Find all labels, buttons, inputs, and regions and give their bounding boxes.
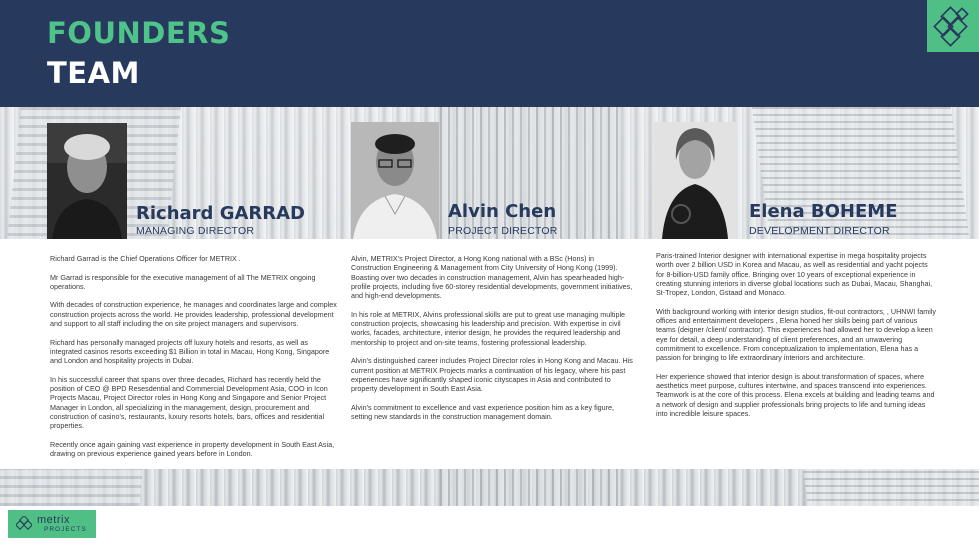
bio-paragraph: Her experience showed that interior design is about transformation of spaces, where aesthetics meet purpose, cultures intertwine, and spaces transcend into experiences. Teamwork is at the core of this process. Elena excels at building and leading teams and a network of design and supplier professionals bring projects to life and turning ideas into incredible leisure spaces.: [656, 371, 935, 419]
metrix-mark-icon: [16, 516, 32, 532]
page-title-line2: TEAM: [47, 56, 140, 90]
founder-name-elena: Elena BOHEME: [749, 201, 898, 222]
footer-logo: [8, 510, 96, 538]
bio-paragraph: With background working with interior design studios, fit-out contractors, , UHNWI family offices and entertainment developers , Elena honed her skills being part of various teams (deigner /client/ contractor). This experiences had allowed her to develop a keen eye for detail, a deep understanding of client preferences, and an unwavering commitment to excellence. From conceptualization to implementation, Elena has a passion for bringing to life extraordinary interiors and architecture.: [656, 306, 937, 363]
bio-paragraph: Mr Garrad is responsible for the executive management of all The METRIX ongoing operations.: [50, 272, 316, 291]
header-band: [0, 0, 979, 107]
bio-paragraph: In his role at METRIX, Alvins professional skills are put to great use managing multiple construction projects, showcasing his leadership and precision. With expertise in civil works, facades, architecture, interior design, he provides the required leadership and mentorship to project and on-site teams, fostering professional leadership.: [351, 309, 626, 347]
bio-paragraph: Recently once again gaining vast experience in property development in South East Asia, drawing on previous experience gained years before in London.: [50, 439, 335, 459]
bio-paragraph: Richard has personally managed projects off luxury hotels and resorts, as well as integrated casinos resorts exceeding $1 Billion in total in Macau, Hong Kong, Singapore and London and hospitality projects in Dubai.: [50, 337, 330, 366]
bio-paragraph: Alvin's commitment to excellence and vast experience position him as a key figure, setting new standards in the construction management domain.: [351, 402, 615, 422]
founder-role-richard: MANAGING DIRECTOR: [136, 225, 255, 237]
bio-paragraph: Paris-trained Interior designer with international expertise in mega hospitality projects worth over 2 billion USD in Korea and Macau, as well as residential and yacht pojects for 8-billion-USD family office. Bringing over 10 years of exceptional experience in creating stunning interiors in diverse global locations such as Dubai, Macau, Shanghai, St-Tropez, London, Gstaad and Monaco.: [656, 251, 933, 298]
brand-logo-icon: [927, 0, 979, 52]
bio-alvin: [351, 254, 634, 431]
elena-photo: [654, 122, 736, 239]
bio-paragraph: Richard Garrad is the Chief Operations Officer for METRIX .: [50, 254, 241, 263]
footer-brand-sub: PROJECTS: [44, 526, 87, 533]
bio-paragraph: Alvin, METRIX's Project Director, a Hong Kong national with a BSc (Hons) in Construction Engineering & Management from City University of Hong Kong (1999). Boasting over two decades in construction management, Alvin has spearheaded high-profile projects, including five 60-storey residential developments, government initiatives, and high-end developments.: [351, 254, 633, 301]
alvin-photo: [351, 122, 439, 239]
founder-role-alvin: PROJECT DIRECTOR: [448, 225, 558, 237]
founder-role-elena: DEVELOPMENT DIRECTOR: [749, 225, 890, 237]
bio-elena: [656, 251, 936, 428]
bio-paragraph: In his successful career that spans over three decades, Richard has recently held the position of CEO @ BPD Resesdential and Commercial Development Asia, COO in Icon Projects Macau, Project Director roles in Hong Kong and Singapore and Senior Project Manager in London, all specializing in the management, design, procurement and construction of casino's, restaurants, luxury resorts hotels, bars, offices and residential properties.: [50, 374, 328, 431]
bio-paragraph: With decades of construction experience, he manages and coordinates large and complex construction projects across the world. He provides leadership, professional development and support to all staff including the on site project managers and supervisors.: [50, 300, 337, 329]
founder-name-alvin: Alvin Chen: [448, 201, 557, 222]
founder-name-richard: Richard GARRAD: [136, 203, 305, 224]
page-title-line1: FOUNDERS: [47, 16, 231, 50]
footer-brand-text: metrix: [37, 514, 70, 526]
footer-band: [0, 506, 979, 546]
bio-paragraph: Alvin's distinguished career includes Project Director roles in Hong Kong and Macau. His current position at METRIX Projects marks a continuation of his legacy, where his past experiences have significantly shaped iconic cityscapes in Asia and contributed to property development in South East Asia.: [351, 356, 633, 394]
bio-richard: [50, 254, 338, 468]
richard-photo: [47, 123, 127, 239]
